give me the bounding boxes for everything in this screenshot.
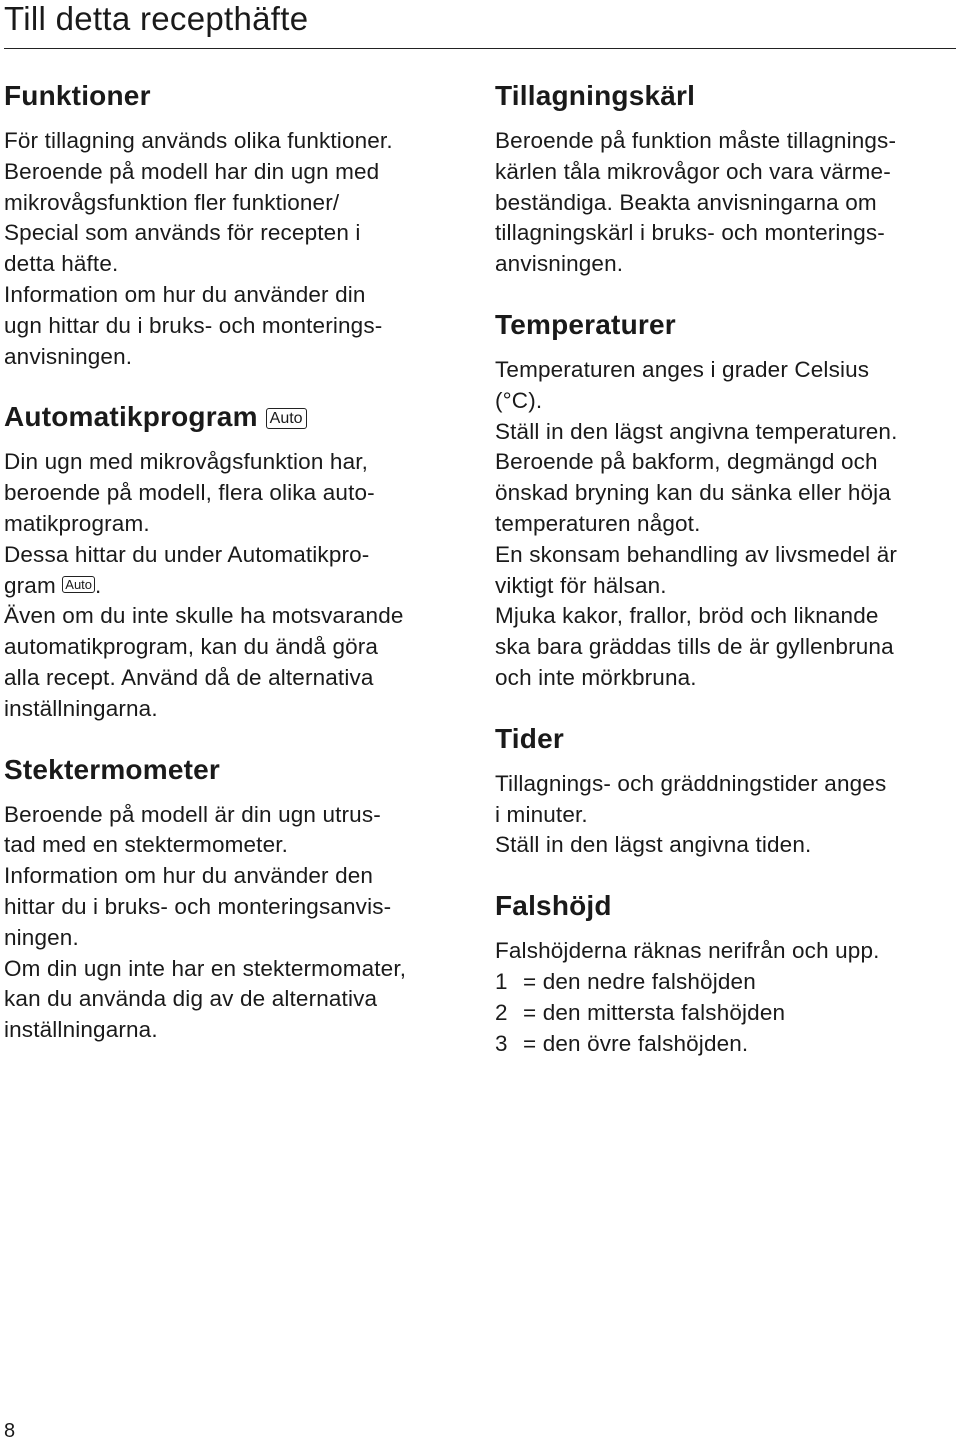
text-line: Beroende på modell har din ugn med bbox=[4, 158, 380, 184]
text-line: Information om hur du använder din bbox=[4, 281, 366, 307]
text-line: önskad bryning kan du sänka eller höja bbox=[495, 480, 891, 506]
title-divider bbox=[4, 48, 956, 49]
text-line bbox=[4, 571, 466, 602]
text-line: mikrovågsfunktion fler funktioner/ bbox=[4, 189, 340, 215]
paragraph-tillagningskarl bbox=[495, 126, 957, 280]
text-line: och inte mörkbruna. bbox=[495, 664, 697, 690]
heading-automatikprogram-text: Automatikprogram bbox=[4, 401, 258, 433]
text-line: Om din ugn inte har en stektermomater, bbox=[4, 955, 407, 981]
left-column bbox=[4, 78, 466, 1073]
list-item bbox=[495, 1029, 957, 1060]
section-automatikprogram bbox=[4, 399, 466, 724]
text-line: Beroende på bakform, degmängd och bbox=[495, 449, 878, 475]
paragraph-temperaturer bbox=[495, 355, 957, 694]
text-line: viktigt för hälsan. bbox=[495, 572, 667, 598]
text-line: Ställ in den lägst angivna tiden. bbox=[495, 832, 812, 858]
text-line: tillagningskärl i bruks- och monterings- bbox=[495, 220, 885, 246]
text-line: Ställ in den lägst angivna temperaturen. bbox=[495, 418, 898, 444]
text-line: alla recept. Använd då de alternativa bbox=[4, 664, 374, 690]
text-line: beroende på modell, flera olika auto- bbox=[4, 480, 375, 506]
paragraph-tider bbox=[495, 769, 957, 861]
text-line: Tillagnings- och gräddningstider anges bbox=[495, 770, 887, 796]
heading-funktioner: Funktioner bbox=[4, 80, 151, 111]
text-line: anvisningen. bbox=[495, 251, 624, 277]
text-line: kan du använda dig av de alternativa bbox=[4, 986, 378, 1012]
auto-badge-icon: Auto bbox=[266, 408, 307, 429]
text-line: Temperaturen anges i grader Celsius bbox=[495, 356, 870, 382]
text-line: hittar du i bruks- och monteringsanvis- bbox=[4, 893, 392, 919]
text-line: temperaturen något. bbox=[495, 510, 701, 536]
text-line: (°C). bbox=[495, 387, 543, 413]
text-line: Din ugn med mikrovågsfunktion har, bbox=[4, 449, 369, 475]
text-line: En skonsam behandling av livsmedel är bbox=[495, 541, 898, 567]
list-item-number: 1 bbox=[495, 968, 508, 994]
text-line: Mjuka kakor, frallor, bröd och liknande bbox=[495, 603, 879, 629]
text-line: inställningarna. bbox=[4, 1017, 158, 1043]
section-stektermometer bbox=[4, 752, 466, 1046]
text-line: Även om du inte skulle ha motsvarande bbox=[4, 603, 404, 629]
list-item-text: = den nedre falshöjden bbox=[523, 968, 756, 994]
text-line: Beroende på modell är din ugn utrus- bbox=[4, 801, 381, 827]
text-line: matikprogram. bbox=[4, 510, 150, 536]
list-item bbox=[495, 967, 957, 998]
text-line: anvisningen. bbox=[4, 343, 133, 369]
text-line: Dessa hittar du under Automatikpro- bbox=[4, 541, 370, 567]
text-line: kärlen tåla mikrovågor och vara värme- bbox=[495, 158, 891, 184]
list-item bbox=[495, 998, 957, 1029]
list-item-text: = den övre falshöjden. bbox=[523, 1030, 749, 1056]
text-line: ska bara gräddas tills de är gyllenbruna bbox=[495, 634, 894, 660]
heading-automatikprogram bbox=[4, 399, 466, 435]
text-fragment: . bbox=[95, 572, 102, 598]
text-line: ningen. bbox=[4, 924, 79, 950]
text-line: ugn hittar du i bruks- och monterings- bbox=[4, 312, 383, 338]
text-line: i minuter. bbox=[495, 801, 588, 827]
list-item-number: 2 bbox=[495, 999, 508, 1025]
text-line: detta häfte. bbox=[4, 251, 119, 277]
heading-stektermometer: Stektermometer bbox=[4, 753, 220, 785]
right-column bbox=[495, 78, 957, 1086]
text-line: Beroende på funktion måste tillagnings- bbox=[495, 128, 897, 153]
text-line: För tillagning används olika funktioner. bbox=[4, 128, 393, 153]
text-line: Special som används för recepten i bbox=[4, 220, 361, 246]
text-fragment: gram bbox=[4, 572, 56, 598]
section-funktioner bbox=[4, 78, 466, 372]
section-tider bbox=[495, 721, 957, 861]
paragraph-funktioner bbox=[4, 126, 466, 372]
section-falshojd bbox=[495, 888, 957, 1059]
heading-falshojd: Falshöjd bbox=[495, 890, 612, 922]
text-line: beständiga. Beakta anvisningarna om bbox=[495, 189, 877, 215]
text-line: Information om hur du använder den bbox=[4, 863, 374, 889]
text-line: inställningarna. bbox=[4, 695, 158, 721]
section-tillagningskarl bbox=[495, 78, 957, 280]
text-line: Falshöjderna räknas nerifrån och upp. bbox=[495, 938, 880, 964]
paragraph-falshojd bbox=[495, 936, 957, 1059]
text-line: automatikprogram, kan du ändå göra bbox=[4, 634, 379, 660]
auto-badge-icon: Auto bbox=[62, 576, 95, 593]
page-title: Till detta recepthäfte bbox=[4, 0, 309, 37]
paragraph-stektermometer bbox=[4, 800, 466, 1046]
text-line: tad med en stektermometer. bbox=[4, 832, 289, 858]
heading-temperaturer: Temperaturer bbox=[495, 308, 676, 340]
heading-tillagningskarl: Tillagningskärl bbox=[495, 80, 696, 111]
paragraph-automatikprogram bbox=[4, 447, 466, 724]
page-number: 8 bbox=[4, 1420, 16, 1442]
heading-tider: Tider bbox=[495, 722, 564, 754]
list-item-text: = den mittersta falshöjden bbox=[523, 999, 786, 1025]
list-item-number: 3 bbox=[495, 1030, 508, 1056]
section-temperaturer bbox=[495, 307, 957, 694]
